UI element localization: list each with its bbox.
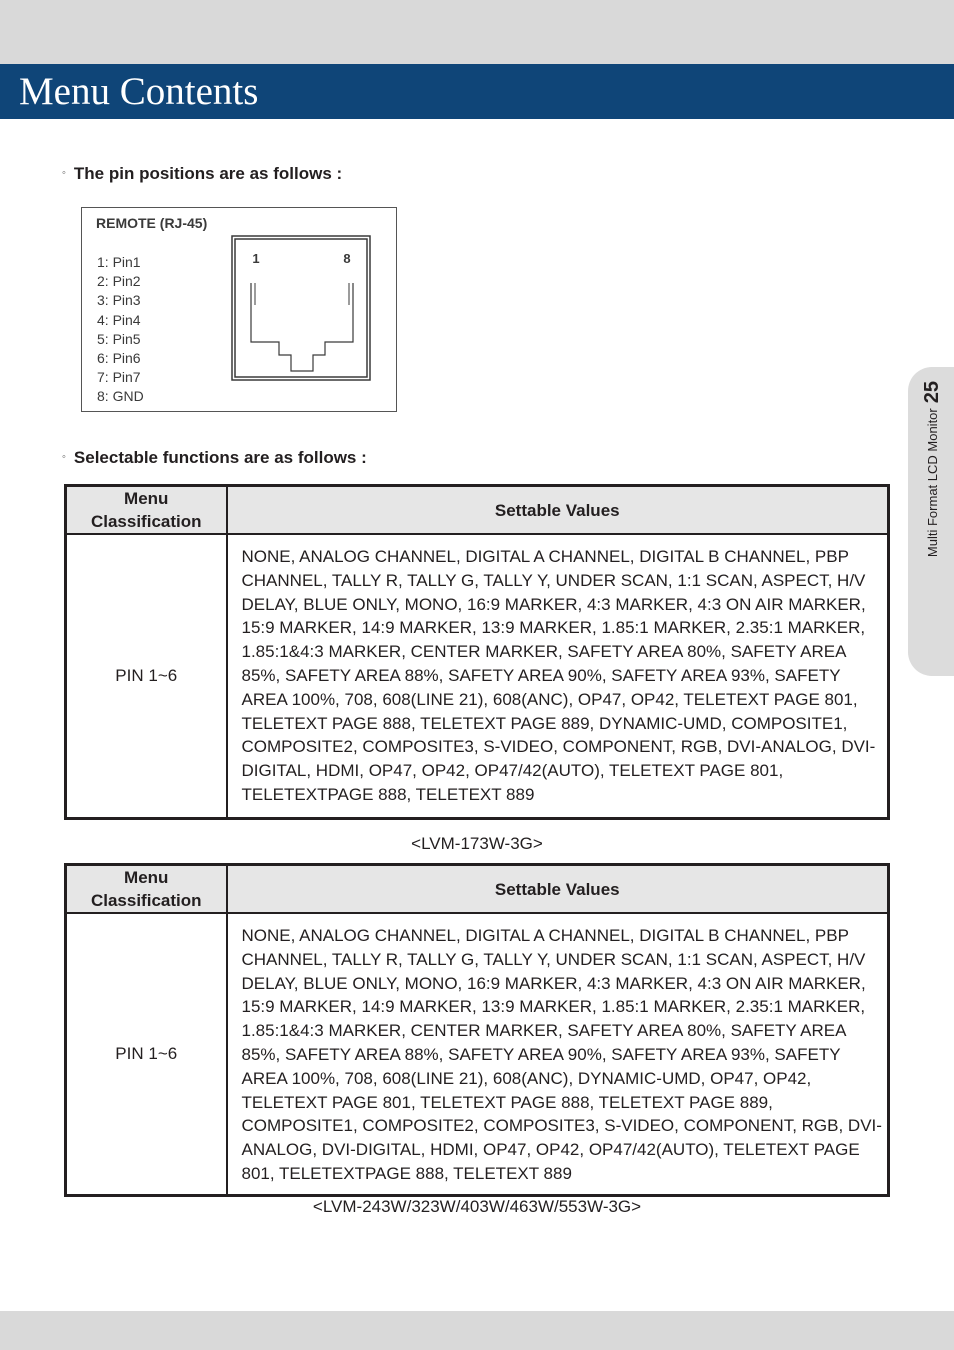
bullet-icon: ◦ xyxy=(62,167,66,179)
connector-label-1: 1 xyxy=(252,251,260,266)
functions-heading: ◦ Selectable functions are as follows : xyxy=(62,448,367,467)
list-item: 2: Pin2 xyxy=(97,273,141,290)
pin-list xyxy=(97,253,144,407)
row-label: PIN 1~6 xyxy=(66,534,227,819)
side-tab xyxy=(908,367,954,676)
rj45-connector-icon xyxy=(231,235,373,383)
list-item: 6: Pin6 xyxy=(97,350,141,367)
bullet-icon: ◦ xyxy=(62,451,66,463)
row-label: PIN 1~6 xyxy=(66,913,227,1195)
settable-values: NONE, ANALOG CHANNEL, DIGITAL A CHANNEL, DIGITAL B CHANNEL, PBP CHANNEL, TALLY R, TALLY G, TALLY Y, UNDER SCAN, 1:1 SCAN, ASPECT, H/V DELAY, BLUE ONLY, MONO, 16:9 MARKER, 4:3 MARKER, 4:3 ON AIR MARKER, 15:9 MARKER, 14:9 MARKER, 13:9 MARKER, 1.85:1 MARKER, 2.35:1 MARKER, 1.85:1&4:3 MARKER, CENTER MARKER, SAFETY AREA 80%, SAFETY AREA 85%, SAFETY AREA 88%, SAFETY AREA 90%, SAFETY AREA 93%, SAFETY AREA 100%, 708, 608(LINE 21), 608(ANC), OP47, OP42, TELETEXT PAGE 801, TELETEXT PAGE 888, TELETEXT PAGE 889, DYNAMIC-UMD, COMPOSITE1, COMPOSITE2, COMPOSITE3, S-VIDEO, COMPONENT, RGB, DVI-ANALOG, DVI-DIGITAL, HDMI, OP47, OP42, OP47/42(AUTO), TELETEXT PAGE 801, TELETEXTPAGE 888, TELETEXT 889 xyxy=(227,534,889,819)
settable-values: NONE, ANALOG CHANNEL, DIGITAL A CHANNEL, DIGITAL B CHANNEL, PBP CHANNEL, TALLY R, TALLY G, TALLY Y, UNDER SCAN, 1:1 SCAN, ASPECT, H/V DELAY, BLUE ONLY, MONO, 16:9 MARKER, 4:3 MARKER, 4:3 ON AIR MARKER, 15:9 MARKER, 14:9 MARKER, 13:9 MARKER, 1.85:1 MARKER, 2.35:1 MARKER, 1.85:1&4:3 MARKER, CENTER MARKER, SAFETY AREA 80%, SAFETY AREA 85%, SAFETY AREA 88%, SAFETY AREA 90%, SAFETY AREA 93%, SAFETY AREA 100%, 708, 608(LINE 21), 608(ANC), DYNAMIC-UMD, OP47, OP42, TELETEXT PAGE 801, TELETEXT PAGE 888, TELETEXT PAGE 889, COMPOSITE1, COMPOSITE2, COMPOSITE3, S-VIDEO, COMPONENT, RGB, DVI-ANALOG, DVI-DIGITAL, HDMI, OP47, OP42, OP47/42(AUTO), TELETEXT PAGE 801, TELETEXTPAGE 888, TELETEXT 889 xyxy=(227,913,889,1195)
title-bar xyxy=(0,64,954,119)
bottom-band xyxy=(0,1311,954,1350)
list-item: 5: Pin5 xyxy=(97,330,141,347)
page-number: 25 xyxy=(920,381,943,404)
list-item: 3: Pin3 xyxy=(97,292,141,309)
table-row xyxy=(66,913,889,1195)
header-settable-values: Settable Values xyxy=(227,486,889,535)
functions-table-2 xyxy=(64,863,890,1197)
header-settable-values: Settable Values xyxy=(227,865,889,914)
table-header-row xyxy=(66,486,889,535)
table-header-row xyxy=(66,865,889,914)
header-menu-classification: Menu Classification xyxy=(66,865,227,914)
table-row xyxy=(66,534,889,819)
header-menu-classification: Menu Classification xyxy=(66,486,227,535)
functions-table-1 xyxy=(64,484,890,820)
page-title: Menu Contents xyxy=(19,70,259,113)
remote-title: REMOTE (RJ-45) xyxy=(96,215,208,231)
side-tab-label: Multi Format LCD Monitor xyxy=(924,408,940,558)
list-item: 7: Pin7 xyxy=(97,369,141,386)
list-item: 1: Pin1 xyxy=(97,254,141,270)
remote-box xyxy=(81,207,397,412)
list-item: 8: GND xyxy=(97,388,144,405)
connector-label-8: 8 xyxy=(343,251,351,266)
top-band xyxy=(0,0,954,64)
table-2-caption: <LVM-243W/323W/403W/463W/553W-3G> xyxy=(312,1197,642,1216)
pin-heading: ◦ The pin positions are as follows : xyxy=(62,164,343,183)
list-item: 4: Pin4 xyxy=(97,311,141,328)
table-1-caption: <LVM-173W-3G> xyxy=(411,834,543,853)
